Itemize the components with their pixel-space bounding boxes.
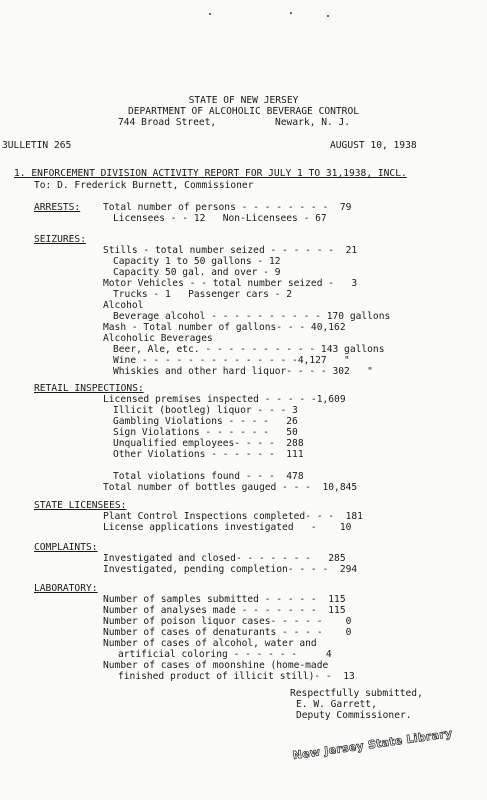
laboratory-heading: LABORATORY:: [34, 583, 98, 594]
street-address: 744 Broad Street,: [118, 117, 217, 128]
report-line: Licensed premises inspected - - - - -1,609: [103, 394, 346, 405]
seizures-heading: SEIZURES:: [34, 234, 86, 245]
report-line: Whiskies and other hard liquor- - - - 302 ": [113, 366, 373, 377]
state-heading: STATE OF NEW JERSEY: [188, 95, 299, 106]
report-line: Trucks - 1 Passenger cars - 2: [113, 289, 293, 300]
arrests-heading: ARRESTS:: [34, 202, 81, 213]
arrests-total: Total number of persons - - - - - - - - 79: [103, 202, 352, 213]
report-line: Total number of bottles gauged - - - 10,845: [103, 482, 358, 493]
department-heading: DEPARTMENT OF ALCOHOLIC BEVERAGE CONTROL: [127, 106, 360, 117]
report-line: Stills - total number seized - - - - - - 21: [103, 245, 358, 256]
report-line: Investigated, pending completion- - - - 294: [103, 564, 358, 575]
complaints-heading: COMPLAINTS:: [34, 542, 98, 553]
city-address: Newark, N. J.: [275, 117, 351, 128]
report-line: Wine - - - - - - - - - - - - - -4,127 ": [113, 355, 350, 366]
report-line: Mash - Total number of gallons- - - 40,162: [103, 322, 346, 333]
report-line: Other Violations - - - - - - 111: [113, 449, 304, 460]
report-line: Sign Violations - - - - - - 50: [113, 427, 298, 438]
report-line: Number of cases of alcohol, water and: [103, 638, 317, 649]
report-line: License applications investigated - 10: [103, 522, 352, 533]
report-line: Alcohol: [103, 300, 144, 311]
report-line: Beer, Ale, etc. - - - - - - - - - - 143 gallons: [113, 344, 385, 355]
ink-speck: [327, 15, 329, 17]
report-line: Unqualified employees- - - - 288: [113, 438, 304, 449]
report-line: Number of cases of denaturants - - - - 0: [103, 627, 352, 638]
bulletin-date: AUGUST 10, 1938: [330, 140, 417, 151]
report-line: Number of cases of moonshine (home-made: [103, 660, 329, 671]
report-line: Total violations found - - - 478: [113, 471, 304, 482]
report-line: Investigated and closed- - - - - - - 285: [103, 553, 346, 564]
closing-line: Respectfully submitted,: [290, 688, 423, 699]
report-line: Gambling Violations - - - - 26: [113, 416, 298, 427]
report-line: Motor Vehicles - - total number seized - 3: [103, 278, 358, 289]
report-line: Number of samples submitted - - - - - 115: [103, 594, 346, 605]
retail-heading: RETAIL INSPECTIONS:: [34, 383, 144, 394]
report-line: Illicit (bootleg) liquor - - - 3: [113, 405, 298, 416]
report-line: Capacity 1 to 50 gallons - 12: [113, 256, 281, 267]
report-line: artificial coloring - - - - - - 4: [118, 649, 332, 660]
bulletin-number: 3ULLETIN 265: [2, 140, 72, 151]
ink-speck: [290, 12, 292, 14]
ink-speck: [209, 13, 211, 15]
report-line: Number of poison liquor cases- - - - - 0: [103, 616, 352, 627]
licensees-heading: STATE LICENSEES:: [34, 500, 127, 511]
report-line: Plant Control Inspections completed- - - 181: [103, 511, 363, 522]
signatory-title: Deputy Commissioner.: [296, 710, 412, 721]
report-title: 1. ENFORCEMENT DIVISION ACTIVITY REPORT FOR JULY 1 TO 31,1938, INCL.: [14, 168, 407, 179]
report-line: Capacity 50 gal. and over - 9: [113, 267, 281, 278]
report-addressee: To: D. Frederick Burnett, Commissioner: [34, 180, 254, 191]
library-stamp: New Jersey State Library: [291, 726, 454, 763]
report-line: finished product of illicit still)- - 13: [118, 671, 355, 682]
signatory-name: E. W. Garrett,: [296, 699, 377, 710]
report-line: Number of analyses made - - - - - - - 115: [103, 605, 346, 616]
arrests-breakdown: Licensees - - 12 Non-Licensees - 67: [113, 213, 327, 224]
report-line: Alcoholic Beverages: [103, 333, 213, 344]
report-line: Beverage alcohol - - - - - - - - - - 170 gallons: [113, 311, 391, 322]
